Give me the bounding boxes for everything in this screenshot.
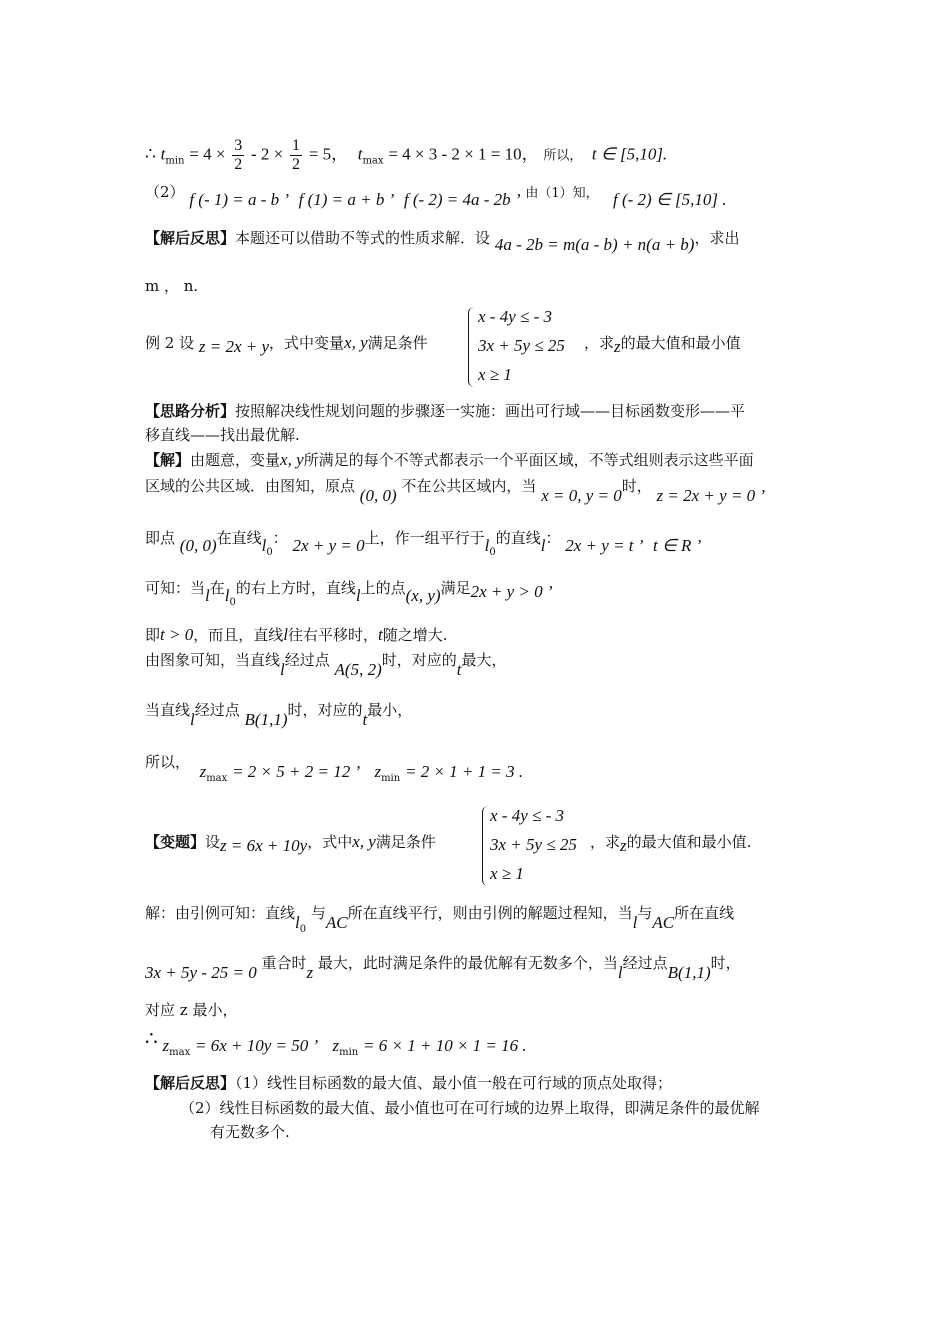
variant-solution-line-1: 解：由引例可知：直线$l_0$ 与AC所在直线平行，则由引例的解题过程知，当l与AC所在直线	[145, 904, 735, 935]
constraint-system-1: x - 4y ≤ - 3 3x + 5y ≤ 25 x ≥ 1	[468, 305, 598, 389]
reflection-line-3: 有无数多个.	[210, 1123, 290, 1141]
constraint-system-2: x - 4y ≤ - 3 3x + 5y ≤ 25 x ≥ 1	[482, 804, 592, 888]
solution-line-6: 由图象可知，当直线l经过点 A(5, 2)时，对应的t最大，	[145, 651, 507, 679]
solution-line-2: 区域的公共区域．由图知，原点 (0, 0) 不在公共区域内，当 x = 0, y = 0时， z = 2x + y = 0 ’	[145, 477, 766, 505]
solution-line-7: 当直线l经过点 B(1,1)时，对应的t最小，	[145, 701, 413, 729]
fraction-3-2: $\frac{3}{2}$	[234, 137, 243, 173]
line-part-2: （2） f (- 1) = a - b ’ f (1) = a + b ’ f (- 2) = 4a - 2b ’ 由（1）知， f (- 2) ∈ [5,10] .	[145, 183, 727, 209]
solution-line-4: 可知：当l在$l_0$的右上方时，直线l上的点(x, y)满足2x + y > 0 ’	[145, 579, 553, 608]
analysis-line-2: 移直线——找出最优解.	[145, 426, 300, 444]
brace	[482, 806, 489, 886]
solution-line-1: 【解】由题意，变量x, y所满足的每个不等式都表示一个平面区域，不等式组则表示这些平面	[145, 450, 754, 469]
solution-line-5: 即t > 0，而且，直线l往右平移时，t随之增大.	[145, 625, 448, 644]
analysis-line-1: 【思路分析】按照解决线性规划问题的步骤逐一实施：画出可行域——目标函数变形——平	[145, 402, 746, 420]
brace	[468, 307, 475, 387]
solution-line-8: 所以， $z_{max} = 2 \times 5 + 2 = 12$ ’ $z_{min} = 2 \times 1 + 1 = 3$ .	[145, 753, 524, 784]
variant-solution-line-4: ∴ $z_{max} = 6x + 10y = 50$ ’ $z_{min} = 6 \times 1 + 10 \times 1 = 16$ .	[145, 1026, 527, 1058]
example-2-ask: ，求z的最大值和最小值	[584, 334, 741, 356]
variant-prompt: 【变题】设z = 6x + 10y，式中x, y满足条件	[145, 832, 436, 855]
line-t-range: ∴ $t_{min} = 4$ × $\frac{3}{2}$ - 2 × $\frac{1}{2}$ = 5， $t_{max} = 4 \times 3 - 2 \times 1 = 10$， 所以， t ∈ [5,10].	[145, 137, 668, 173]
fraction-1-2: $\frac{1}{2}$	[292, 137, 301, 173]
reflection-line-2: （2）线性目标函数的最大值、最小值也可在可行域的边界上取得，即满足条件的最优解	[180, 1099, 760, 1117]
line-mn: m ， n.	[145, 277, 199, 295]
example-2-prompt: 例 2 设 z = 2x + y，式中变量x, y满足条件	[145, 333, 428, 356]
reflection-line-1: 【解后反思】（1）线性目标函数的最大值、最小值一般在可行域的顶点处取得；	[145, 1074, 673, 1092]
variant-ask: ，求z的最大值和最小值.	[590, 833, 752, 855]
solution-line-3: 即点 (0, 0)在直线$l_0$： 2x + y = 0上，作一组平行于$l_0$的直线l： 2x + y = t ’ t ∈ R ’	[145, 529, 702, 558]
variant-solution-line-3: 对应 z 最小，	[145, 1001, 238, 1019]
variant-solution-line-2: 3x + 5y - 25 = 0 重合时z 最大，此时满足条件的最优解有无数多个，当l经过点B(1,1)时，	[145, 954, 741, 982]
line-reflection-1: 【解后反思】本题还可以借助不等式的性质求解．设 4a - 2b = m(a - b) + n(a + b)，求出	[145, 229, 740, 254]
